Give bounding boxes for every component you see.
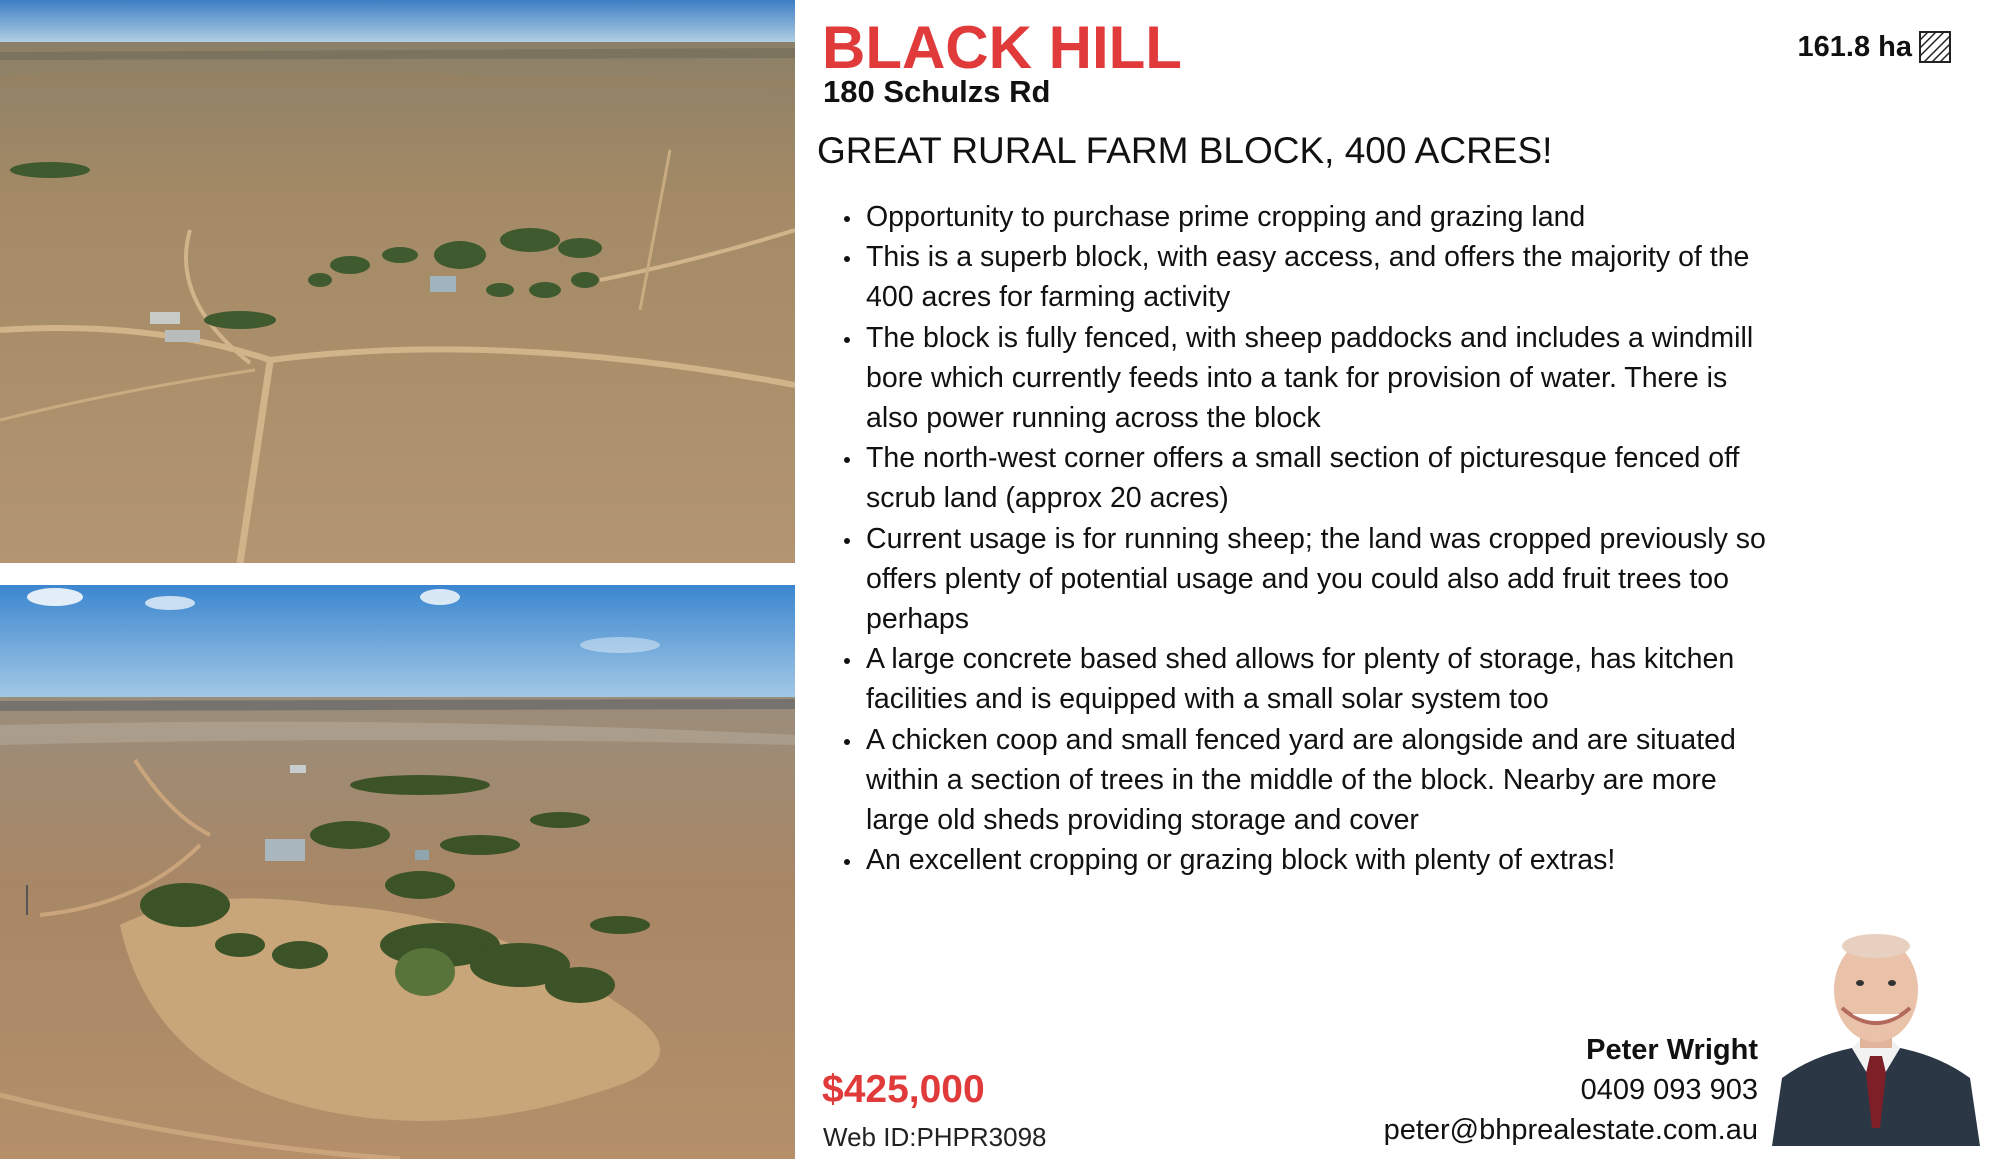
list-item: The block is fully fenced, with sheep paddocks and includes a windmill bore which currently feeds into a tank for provision of water. There is also power running across the block: [866, 318, 1766, 439]
land-size-badge: [1798, 30, 1952, 64]
list-item: An excellent cropping or grazing block with plenty of extras!: [866, 840, 1766, 880]
list-item: This is a superb block, with easy access, and offers the majority of the 400 acres for farming activity: [866, 237, 1766, 317]
listing-address: 180 Schulzs Rd: [823, 74, 1051, 109]
agent-name: Peter Wright: [1586, 1034, 1758, 1066]
aerial-photo-bottom: [0, 585, 795, 1159]
features-list: [866, 197, 1766, 880]
agent-phone[interactable]: 0409 093 903: [1580, 1074, 1758, 1106]
list-item: Current usage is for running sheep; the land was cropped previously so offers plenty of potential usage and you could also add fruit trees too perhaps: [866, 519, 1766, 640]
list-item: A chicken coop and small fenced yard are alongside and are situated within a section of trees in the middle of the block. Nearby are more large old sheds providing storage and cover: [866, 720, 1766, 841]
land-area-icon: [1918, 30, 1952, 64]
list-item: A large concrete based shed allows for plenty of storage, has kitchen facilities and is equipped with a small solar system too: [866, 639, 1766, 719]
agent-photo: [1772, 928, 1980, 1146]
listing-price: $425,000: [822, 1068, 985, 1111]
listing-headline: GREAT RURAL FARM BLOCK, 400 ACRES!: [817, 130, 1553, 171]
agent-email[interactable]: peter@bhprealestate.com.au: [1383, 1114, 1758, 1146]
land-size-value: 161.8 ha: [1797, 30, 1912, 63]
aerial-photo-top: [0, 0, 795, 563]
agent-contact: [1384, 1030, 1758, 1150]
web-id: Web ID:PHPR3098: [823, 1122, 1047, 1152]
listing-suburb: BLACK HILL: [822, 14, 1182, 81]
list-item: Opportunity to purchase prime cropping and grazing land: [866, 197, 1766, 237]
list-item: The north-west corner offers a small section of picturesque fenced off scrub land (approx 20 acres): [866, 438, 1766, 518]
